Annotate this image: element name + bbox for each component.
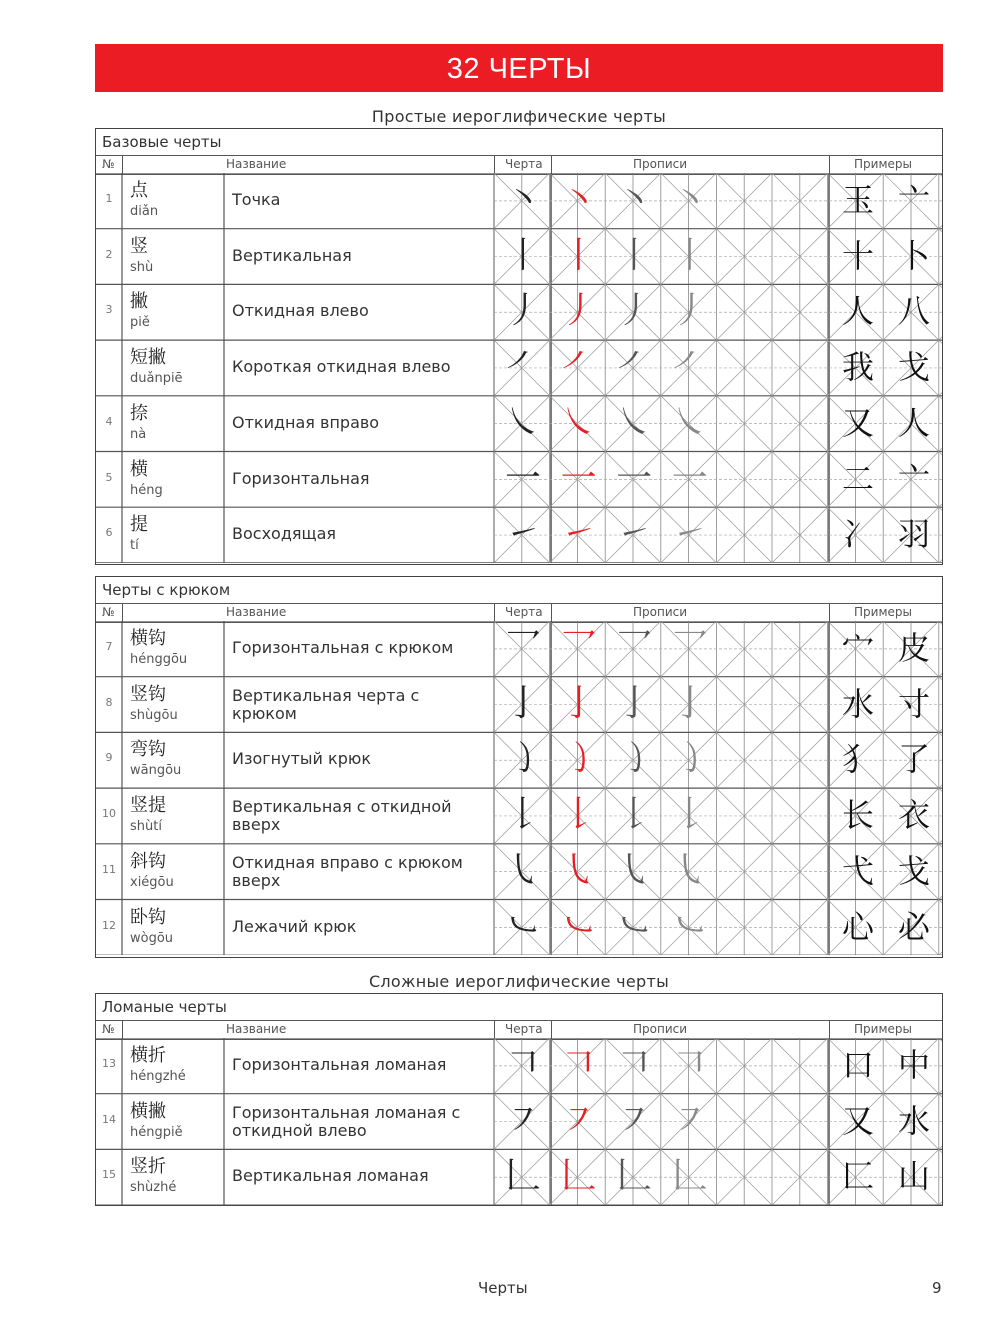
stroke-practice: ㇏ [560,401,597,443]
stroke-practice: 𠃍 [560,1044,597,1085]
example-char: 必 [897,907,930,946]
example-char: 人 [897,403,930,442]
stroke-name: Изогнутый крюк [232,749,371,769]
header-name: Название [226,157,287,171]
stroke-practice: 丨 [504,234,541,276]
example-char: 卜 [897,236,930,275]
row-number: 9 [105,751,113,765]
row-number: 12 [102,918,116,932]
stroke-practice: ㇔ [504,179,541,220]
stroke-practice: ㇀ [504,513,541,555]
stroke-name: Откидная вправо [232,412,380,432]
stroke-practice: ㇔ [616,179,653,220]
stroke-name: Откидная вправо с крюком вверх [232,852,463,890]
row-number: 15 [102,1168,116,1182]
stroke-name: Точка [232,190,281,209]
column-divider [494,1021,495,1039]
stroke-practice: 𠄌 [616,794,653,836]
stroke-pinyin: hénggōu [130,652,188,667]
stroke-practice: ㇁ [616,738,653,780]
simple-strokes-heading: Простые иероглифические черты [371,107,667,126]
stroke-pinyin: duǎnpiē [130,371,183,387]
header-stroke: Черта [505,157,543,171]
example-char: 水 [897,1101,930,1140]
stroke-pinyin: shùgōu [130,707,178,723]
stroke-pinyin: diǎn [130,204,159,219]
stroke-hanzi: 提 [130,514,148,536]
stroke-name: Горизонтальная [232,468,370,488]
page-number: 9 [932,1279,942,1297]
example-char: 玉 [841,181,874,219]
column-divider [122,604,123,622]
stroke-name: Вертикальная черта с крюком [232,685,420,723]
header-examples: Примеры [854,157,912,171]
example-char: 我 [841,348,874,387]
stroke-pinyin: nà [130,426,147,442]
stroke-practice: 𠃊 [560,1155,597,1197]
example-char: 二 [841,459,874,498]
stroke-practice: ㇒ [560,346,597,388]
stroke-practice: 𠄌 [671,794,708,836]
stroke-practice: ㇇ [671,1099,708,1141]
stroke-hanzi: 弯钩 [130,739,166,761]
stroke-practice: ㇔ [671,179,708,220]
stroke-practice: ㇂ [560,849,597,891]
stroke-practice: ㇃ [504,905,541,947]
stroke-practice: 丨 [671,234,708,276]
row-number: 6 [105,526,113,540]
stroke-hanzi: 撇 [130,291,148,313]
stroke-practice: 乛 [504,627,541,668]
example-char: 匚 [841,1157,874,1196]
section-basic-strokes [95,128,943,565]
stroke-practice: ㇃ [671,905,708,947]
example-char: 又 [841,1101,874,1140]
stroke-pinyin: héngpiě [130,1124,183,1140]
row-number: 5 [105,470,113,484]
stroke-practice: 亅 [671,682,708,724]
example-char: 羽 [897,515,930,554]
stroke-pinyin: wāngōu [130,763,182,779]
example-char: 亠 [897,459,930,498]
example-char: 口 [841,1046,874,1084]
column-divider [551,156,552,174]
stroke-name: Откидная влево [232,301,369,321]
column-divider [551,1021,552,1039]
stroke-practice: ㇒ [671,346,708,388]
header-num: № [102,1022,115,1036]
stroke-name: Вертикальная ломаная [232,1166,429,1186]
stroke-hanzi: 横钩 [130,628,166,649]
header-name: Название [226,605,287,619]
example-char: 戈 [897,851,930,890]
stroke-practice: 丿 [671,290,708,332]
example-char: 中 [897,1046,930,1084]
column-divider [494,604,495,622]
stroke-hanzi: 横 [130,458,148,480]
example-char: 衣 [897,796,930,835]
stroke-practice: ㇁ [671,738,708,780]
stroke-hanzi: 竖 [130,235,148,257]
stroke-pinyin: shùzhé [130,1180,177,1196]
stroke-practice: 𠃊 [504,1155,541,1197]
row-number: 7 [105,640,113,653]
stroke-name: Восходящая [232,524,337,544]
stroke-hanzi: 竖钩 [130,683,166,705]
stroke-practice: 丿 [504,290,541,332]
stroke-pinyin: piě [130,315,150,331]
stroke-pinyin: héng [130,482,163,498]
header-copy: Прописи [633,605,688,619]
example-char: 弋 [841,851,874,890]
stroke-practice: 乛 [560,627,597,668]
row-number: 2 [105,247,113,261]
section-broken-strokes [95,993,943,1206]
stroke-pinyin: wògōu [130,930,174,946]
stroke-practice: ㇀ [560,513,597,555]
column-divider [829,604,830,622]
row-number: 3 [105,303,113,317]
stroke-practice: 一 [616,457,653,499]
stroke-hanzi: 捺 [130,402,148,424]
stroke-practice: ㇂ [671,849,708,891]
page-banner [95,44,943,92]
stroke-practice: ㇀ [616,513,653,555]
header-copy: Прописи [633,1022,688,1036]
column-divider [551,604,552,622]
stroke-hanzi: 横折 [130,1045,166,1066]
column-header [96,155,942,175]
stroke-pinyin: héngzhé [130,1069,186,1084]
stroke-name: Вертикальная [232,245,352,265]
row-number: 11 [102,862,116,876]
stroke-practice: ㇏ [504,401,541,443]
stroke-practice: ㇒ [504,346,541,388]
header-name: Название [226,1022,287,1036]
stroke-practice: ㇒ [616,346,653,388]
stroke-pinyin: shùtí [130,819,162,835]
example-char: 长 [841,796,874,835]
row-number: 4 [105,414,113,428]
column-divider [829,1021,830,1039]
header-examples: Примеры [854,1022,912,1036]
stroke-hanzi: 短撇 [130,347,166,369]
stroke-practice: ㇂ [504,849,541,891]
stroke-practice: ㇃ [616,905,653,947]
stroke-practice: ㇀ [671,513,708,555]
stroke-practice: 𠃊 [616,1155,653,1197]
header-stroke: Черта [505,1022,543,1036]
header-stroke: Черта [505,605,543,619]
stroke-practice: ㇃ [560,905,597,947]
stroke-practice: 亅 [504,682,541,724]
example-char: 皮 [897,629,930,667]
stroke-practice: 丿 [560,290,597,332]
stroke-practice: ㇔ [560,179,597,220]
stroke-pinyin: tí [130,538,139,554]
stroke-practice: 亅 [560,682,597,724]
banner-title: 32 ЧЕРТЫ [446,53,592,85]
row-number: 14 [102,1112,116,1126]
stroke-name: Горизонтальная ломаная [232,1055,447,1074]
stroke-name: Короткая откидная влево [232,357,451,377]
stroke-practice: 一 [504,457,541,499]
stroke-practice: ㇇ [616,1099,653,1141]
stroke-practice: 𠃊 [671,1155,708,1197]
stroke-practice: 一 [671,457,708,499]
stroke-practice: 丨 [560,234,597,276]
stroke-practice: ㇁ [560,738,597,780]
example-char: 人 [841,292,874,331]
stroke-practice: ㇏ [616,401,653,443]
example-char: 犭 [841,740,874,779]
column-divider [122,1021,123,1039]
header-num: № [102,157,115,171]
stroke-practice: 𠄌 [560,794,597,836]
stroke-pinyin: xiégōu [130,874,174,890]
stroke-hanzi: 竖折 [130,1156,166,1178]
stroke-practice: 一 [560,457,597,499]
example-char: 心 [841,907,874,946]
column-header [96,603,942,623]
example-char: 水 [841,684,874,723]
stroke-hanzi: 竖提 [130,795,166,817]
section-title: Черты с крюком [102,581,231,599]
example-char: 冫 [841,515,874,554]
example-char: 十 [841,236,874,275]
stroke-hanzi: 卧钩 [130,906,166,928]
stroke-practice: 丿 [616,290,653,332]
example-char: 八 [897,292,930,331]
stroke-practice: ㇇ [560,1099,597,1141]
stroke-practice: ㇂ [616,849,653,891]
header-num: № [102,605,115,619]
example-char: 亠 [897,181,930,219]
example-char: 山 [897,1157,930,1196]
column-divider [494,156,495,174]
header-examples: Примеры [854,605,912,619]
stroke-practice: ㇇ [504,1099,541,1141]
stroke-practice: ㇏ [671,401,708,443]
stroke-name: Вертикальная с откидной вверх [232,797,452,835]
column-divider [829,156,830,174]
column-header [96,1020,942,1040]
stroke-hanzi: 横撇 [130,1100,166,1122]
section-hook-strokes [95,576,943,958]
header-copy: Прописи [633,157,688,171]
stroke-practice: 𠃍 [504,1044,541,1085]
stroke-practice: 乛 [616,627,653,668]
example-char: 又 [841,403,874,442]
example-char: 戈 [897,348,930,387]
section-title: Ломаные черты [102,998,227,1016]
stroke-hanzi: 斜钩 [130,850,166,872]
stroke-practice: 乛 [671,627,708,668]
stroke-name: Горизонтальная ломаная с откидной влево [232,1102,461,1140]
stroke-name: Горизонтальная с крюком [232,638,454,657]
footer-label: Черты [478,1279,528,1297]
stroke-practice: 丨 [616,234,653,276]
example-char: 寸 [897,684,930,723]
column-divider [122,156,123,174]
stroke-practice: 𠃍 [671,1044,708,1085]
row-number: 10 [102,807,116,821]
stroke-hanzi: 点 [130,180,148,201]
stroke-practice: 亅 [616,682,653,724]
row-number: 1 [105,192,113,205]
stroke-name: Лежачий крюк [232,916,357,936]
row-number: 8 [105,695,113,709]
stroke-pinyin: shù [130,259,154,275]
stroke-practice: 𠃍 [616,1044,653,1085]
stroke-practice: ㇁ [504,738,541,780]
stroke-practice: 𠄌 [504,794,541,836]
example-char: 了 [897,740,930,779]
complex-strokes-heading: Сложные иероглифические черты [368,972,670,991]
example-char: 宀 [841,629,874,667]
row-number: 13 [102,1057,116,1070]
section-title: Базовые черты [102,133,222,151]
